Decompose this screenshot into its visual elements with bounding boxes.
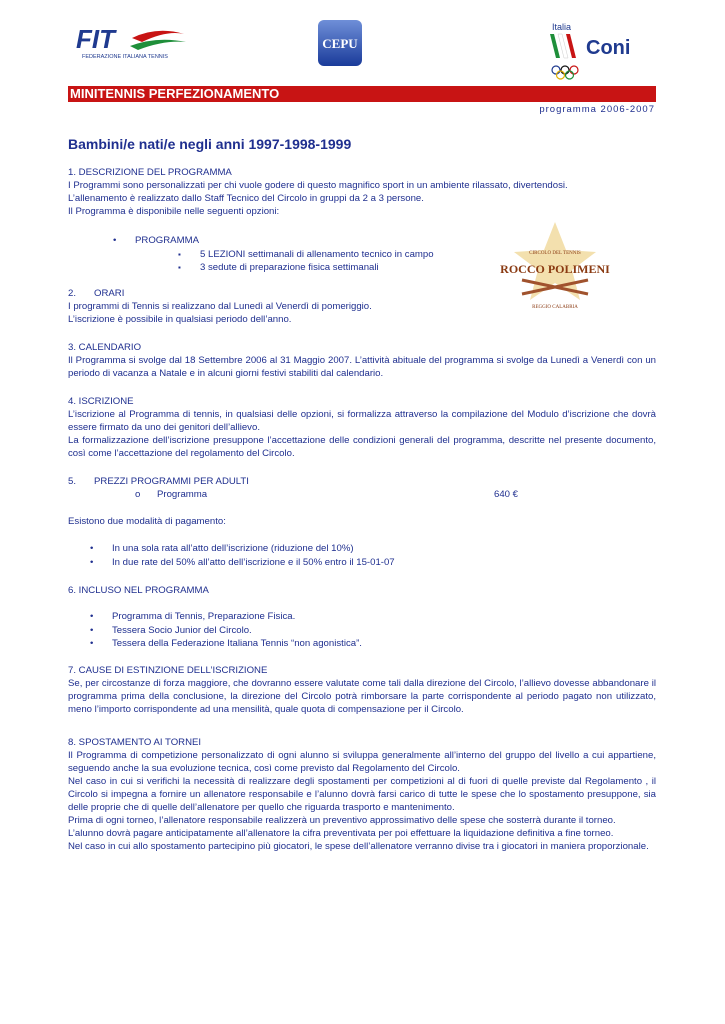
stamp-line1: CIRCOLO DEL TENNIS — [529, 251, 581, 256]
section-1-line: L’allenamento è realizzato dallo Staff Tecnico del Circolo in gruppi da 2 a 3 persone. — [68, 193, 424, 204]
title-bar — [68, 86, 656, 102]
coni-logo-text: Coni — [586, 37, 631, 59]
section-1-line: I Programmi sono personalizzati per chi vuole godere di questo magnifico sport in un ambiente rilassato, divertendosi. — [68, 180, 568, 191]
stamp-line2: ROCCO POLIMENI — [500, 262, 610, 276]
section-4-paragraph: La formalizzazione dell’iscrizione presuppone l’accettazione delle condizioni generali del programma, descritte nel presente documento, così come l’accettazione del regolamento del Circolo. — [68, 435, 656, 459]
included-list — [112, 610, 362, 651]
price-row: o Programma — [135, 489, 208, 500]
section-8-paragraph: L’alunno dovrà pagare anticipatamente all’allenatore la cifra preventivata per poi effettuare la liquidazione definitiva a fine torneo. — [68, 828, 614, 839]
cepu-logo-text: CEPU — [322, 36, 358, 51]
section-2-line: I programmi di Tennis si realizzano dal Lunedì al Venerdì di pomeriggio. — [68, 301, 372, 312]
section-8-paragraph: Il Programma di competizione personalizzato di ogni alunno si sviluppa generalmente all’interno del gruppo del livello a cui appartiene, seguendo anche la sua evoluzione tecnica, così come previsto dal Regolamento del Circolo. — [68, 750, 656, 774]
coni-logo — [546, 18, 646, 82]
section-7 — [68, 664, 656, 716]
section-8-paragraph: Nel caso in cui allo spostamento partecipino più giocatori, le spese dell’allenatore verranno divise tra i giocatori in maniera proporzionale. — [68, 841, 649, 852]
payment-list — [112, 542, 395, 570]
option-sub-item: ▪ 3 sedute di preparazione fisica settimanali — [200, 261, 434, 274]
included-item: • Tessera Socio Junior del Circolo. — [112, 624, 362, 638]
option-item: • PROGRAMMA — [135, 234, 199, 247]
price-item: Programma — [157, 489, 208, 500]
section-1-title: 1. DESCRIZIONE DEL PROGRAMMA — [68, 167, 232, 178]
section-6-title: 6. INCLUSO NEL PROGRAMMA — [68, 585, 209, 596]
section-2-title: ORARI — [94, 288, 125, 299]
price-value: 640 € — [494, 489, 519, 500]
section-3-text: Il Programma si svolge dal 18 Settembre 2006 al 31 Maggio 2007. L’attività abituale del programma si svolge da Lunedì a Venerdì con un periodo di vacanza a Natale e in alcuni giorni festivi stabiliti dal calendario. — [68, 355, 656, 379]
section-1-line: Il Programma è disponibile nelle seguenti opzioni: — [68, 206, 280, 217]
coni-logo-small: Italia — [552, 22, 572, 32]
included-item: • Tessera della Federazione Italiana Tennis “non agonistica”. — [112, 637, 362, 651]
bar-title: MINITENNIS PERFEZIONAMENTO — [70, 86, 280, 101]
option-sub-list — [200, 248, 434, 274]
section-1 — [68, 166, 656, 218]
fit-logo-text: FIT — [76, 24, 115, 54]
payment-item: • In una sola rata all’atto dell’iscrizione (riduzione del 10%) — [112, 542, 395, 556]
section-3 — [68, 341, 656, 380]
section-7-title: 7. CAUSE DI ESTINZIONE DELL’ISCRIZIONE — [68, 665, 268, 676]
program-years: programma 2006-2007 — [539, 104, 655, 115]
section-8-paragraph: Nel caso in cui si verifichi la necessità di realizzare degli spostamenti per competizioni al di fuori di quelle previste dal Regolamento , il Circolo si impegna a fornire un allenatore responsabile e l’alunno dovrà farsi carico di tutte le spese che lo spostamento presuppone, sia delle proprie che di quelle dell’allenatore per quello che riguarda trasporto e mantenimento. — [68, 776, 656, 813]
section-3-title: 3. CALENDARIO — [68, 342, 142, 353]
section-5 — [68, 475, 656, 488]
payment-item: • In due rate del 50% all’atto dell’iscrizione e il 50% entro il 15-01-07 — [112, 556, 395, 570]
section-2-number: 2. — [68, 288, 77, 299]
section-4-title: 4. ISCRIZIONE — [68, 396, 134, 407]
section-4 — [68, 395, 656, 460]
stamp-line3: REGGIO CALABRIA — [532, 305, 578, 310]
section-5-number: 5. — [68, 476, 77, 487]
section-5-title: PREZZI PROGRAMMI PER ADULTI — [94, 476, 249, 487]
payment-intro: Esistono due modalità di pagamento: — [68, 516, 226, 527]
section-7-text: Se, per circostanze di forza maggiore, che dovranno essere valutate come tali dalla direzione del Circolo, l’allievo dovesse abbandonare il programma prima della conclusione, la direzione del Circolo potrà rimborsare la parte corrispondente al periodo pagato non utilizzato, meno l’importo corrispondente ad una mensilità, quale quota di compensazione per il Circolo. — [68, 678, 656, 715]
section-8-title: 8. SPOSTAMENTO AI TORNEI — [68, 737, 202, 748]
section-8-paragraph: Prima di ogni torneo, l’allenatore responsabile realizzerà un preventivo approssimativo delle spese che sosterrà durante il torneo. — [68, 815, 616, 826]
fit-logo — [72, 24, 192, 70]
section-6 — [68, 584, 656, 597]
section-2 — [68, 287, 656, 326]
cepu-logo — [316, 18, 364, 68]
option-list — [135, 234, 199, 247]
fit-logo-sub: FEDERAZIONE ITALIANA TENNIS — [82, 54, 168, 60]
section-4-paragraph: L’iscrizione al Programma di tennis, in qualsiasi delle opzioni, si formalizza attraverso la compilazione del Modulo d’iscrizione che dovrà essere firmato da uno dei genitori dell’allievo. — [68, 409, 656, 433]
section-2-line: L’iscrizione è possibile in qualsiasi periodo dell’anno. — [68, 314, 292, 325]
option-sub-item: ▪ 5 LEZIONI settimanali di allenamento tecnico in campo — [200, 248, 434, 261]
included-item: • Programma di Tennis, Preparazione Fisica. — [112, 610, 362, 624]
section-8 — [68, 736, 656, 853]
page-title: Bambini/e nati/e negli anni 1997-1998-1999 — [68, 136, 352, 152]
